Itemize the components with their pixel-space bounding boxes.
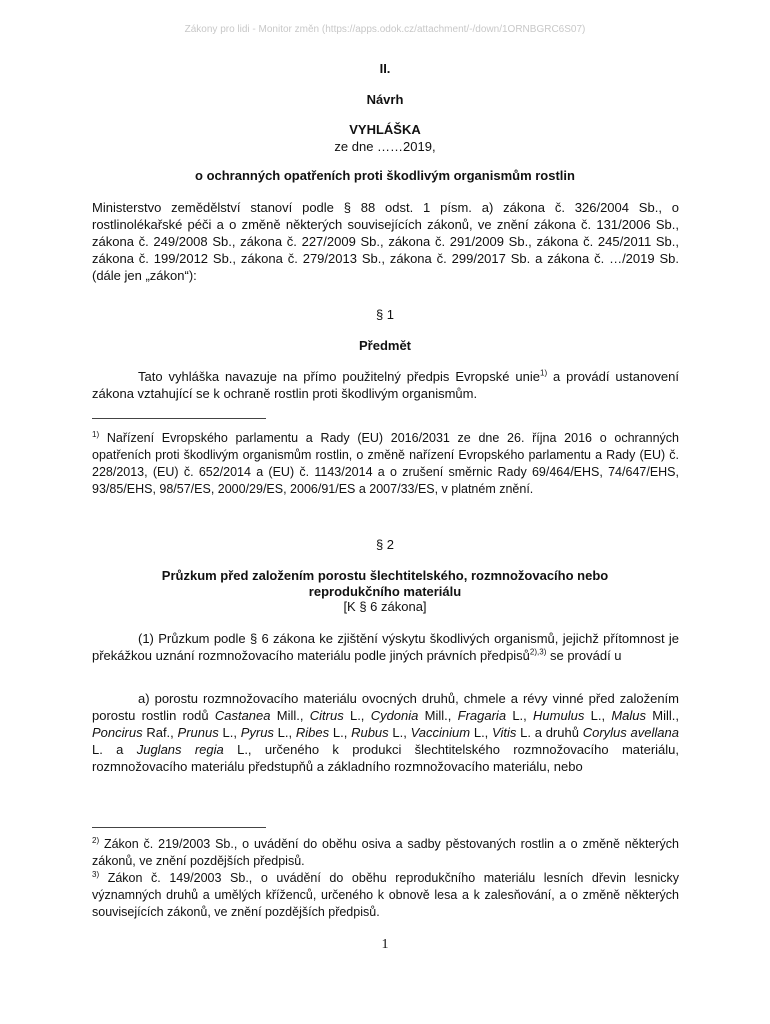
taxon: Juglans regia (136, 742, 224, 757)
item-a-text: Raf., (142, 725, 178, 740)
watermark: Zákony pro lidi - Monitor změn (https://apps.odok.cz/attachment/-/down/1ORNBGRC6S07) (184, 24, 586, 35)
taxon: Ribes (295, 725, 330, 740)
footnote-2-mark: 2) (92, 835, 100, 845)
section1-heading: Předmět (358, 338, 412, 353)
item-a-text: L. a (92, 742, 137, 757)
footnote-1-mark: 1) (92, 429, 100, 439)
taxon: Castanea (214, 708, 271, 723)
taxon: Fragaria (457, 708, 507, 723)
section1-number: § 1 (375, 307, 395, 322)
footnote-separator-2 (92, 827, 266, 828)
section2-item-a (92, 690, 679, 775)
footnote-1-text: Nařízení Evropského parlamentu a Rady (EU) 2016/2031 ze dne 26. října 2016 o ochranných opatřeních proti škodlivým organismům rostlin, o změně nařízení Evropského parlamentu a Rady (EU) č. 228/2013, (EU) č. 652/2014 a (EU) č. 1143/2014 a o zrušení směrnic Rady 69/464/EHS, 74/647/EHS, 93/85/EHS, 98/57/ES, 2000/29/ES, 2006/91/ES a 2007/33/ES, v platném znění. (92, 431, 679, 496)
section2-paragraph1-b: se provádí u (546, 648, 622, 663)
item-a-text: L., (584, 708, 612, 723)
footnote-ref-2-3: 2),3) (529, 647, 547, 657)
taxon: Corylus avellana (582, 725, 679, 740)
taxon: Poncirus (92, 725, 143, 740)
item-a-text: L., (329, 725, 352, 740)
section2-heading-line2: reprodukčního materiálu (308, 584, 462, 599)
footnote-3-text: Zákon č. 149/2003 Sb., o uvádění do oběhu reprodukčního materiálu lesních dřevin lesnicky významných druhů a umělých kříženců, určeného k obnově lesa a k zalesňování, a o změně některých souvisejících zákonů, ve znění pozdějších předpisů. (92, 871, 679, 919)
taxon: Pyrus (240, 725, 274, 740)
footnote-1 (92, 430, 679, 498)
item-a-text: L., (273, 725, 296, 740)
footnote-2 (92, 836, 679, 870)
doc-date: ze dne ……2019, (334, 139, 436, 154)
item-a-text: Mill., (418, 708, 458, 723)
part-number: II. (379, 61, 391, 76)
taxon: Malus (611, 708, 647, 723)
taxon: Citrus (309, 708, 344, 723)
item-a-text: a) porostu rozmnožovacího materiálu ovocných druhů, chmele a révy vinné před založením porostu rostlin rodů (92, 691, 679, 723)
section2-paragraph1-a: (1) Průzkum podle § 6 zákona ke zjištění výskytu škodlivých organismů, jejichž přítomnost je překážkou uznání rozmnožovacího materiálu podle jiných právních předpisů (92, 631, 679, 663)
section1-text-a: Tato vyhláška navazuje na přímo použitelný předpis Evropské unie (138, 369, 540, 384)
item-a-text: L., (470, 725, 493, 740)
taxon: Vitis (492, 725, 517, 740)
footnote-3-mark: 3) (92, 869, 100, 879)
item-a-text: L., (343, 708, 371, 723)
section1-text (92, 368, 679, 402)
taxon: Rubus (351, 725, 389, 740)
section2-heading-line1: Průzkum před založením porostu šlechtitelského, rozmnožovacího nebo (161, 568, 609, 583)
taxon: Humulus (533, 708, 585, 723)
doc-type: VYHLÁŠKA (349, 122, 421, 137)
item-a-text: Mill., (646, 708, 679, 723)
taxon: Prunus (177, 725, 219, 740)
section2-paragraph1 (92, 630, 679, 664)
section1-text-b: a provádí ustanovení zákona vztahující se k ochraně rostlin proti škodlivým organismům. (92, 369, 680, 401)
section2-number: § 2 (375, 537, 395, 552)
section2-reference: [K § 6 zákona] (343, 599, 427, 614)
item-a-text: L., (218, 725, 241, 740)
item-a-text: L., určeného k produkci šlechtitelského rozmnožovacího materiálu, rozmnožovacího materiálu předstupňů a základního rozmnožovacího materiálu, nebo (92, 742, 680, 774)
page-number: 1 (381, 937, 389, 952)
item-a-text: L. a druhů (516, 725, 583, 740)
footnote-ref-1: 1) (540, 368, 548, 378)
doc-title: o ochranných opatřeních proti škodlivým organismům rostlin (195, 168, 575, 183)
footnote-2-text: Zákon č. 219/2003 Sb., o uvádění do oběhu osiva a sadby pěstovaných rostlin a o změně některých zákonů, ve znění pozdějších předpisů. (92, 837, 679, 868)
item-a-text: L., (388, 725, 411, 740)
taxon: Cydonia (370, 708, 419, 723)
draft-label: Návrh (366, 92, 404, 107)
item-a-text: Mill., (270, 708, 310, 723)
footnote-3 (92, 870, 679, 921)
item-a-text: L., (506, 708, 534, 723)
preamble: Ministerstvo zemědělství stanoví podle § 88 odst. 1 písm. a) zákona č. 326/2004 Sb., o rostlinolékařské péči a o změně některých souvisejících zákonů, ve znění zákona č. 131/2006 Sb., zákona č. 249/2008 Sb., zákona č. 227/2009 Sb., zákona č. 291/2009 Sb., zákona č. 245/2011 Sb., zákona č. 199/2012 Sb., zákona č. 279/2013 Sb., zákona č. 299/2017 Sb. a zákona č. …/2019 Sb. (dále jen „zákon“): (92, 200, 679, 283)
footnote-separator (92, 418, 266, 419)
taxon: Vaccinium (410, 725, 471, 740)
